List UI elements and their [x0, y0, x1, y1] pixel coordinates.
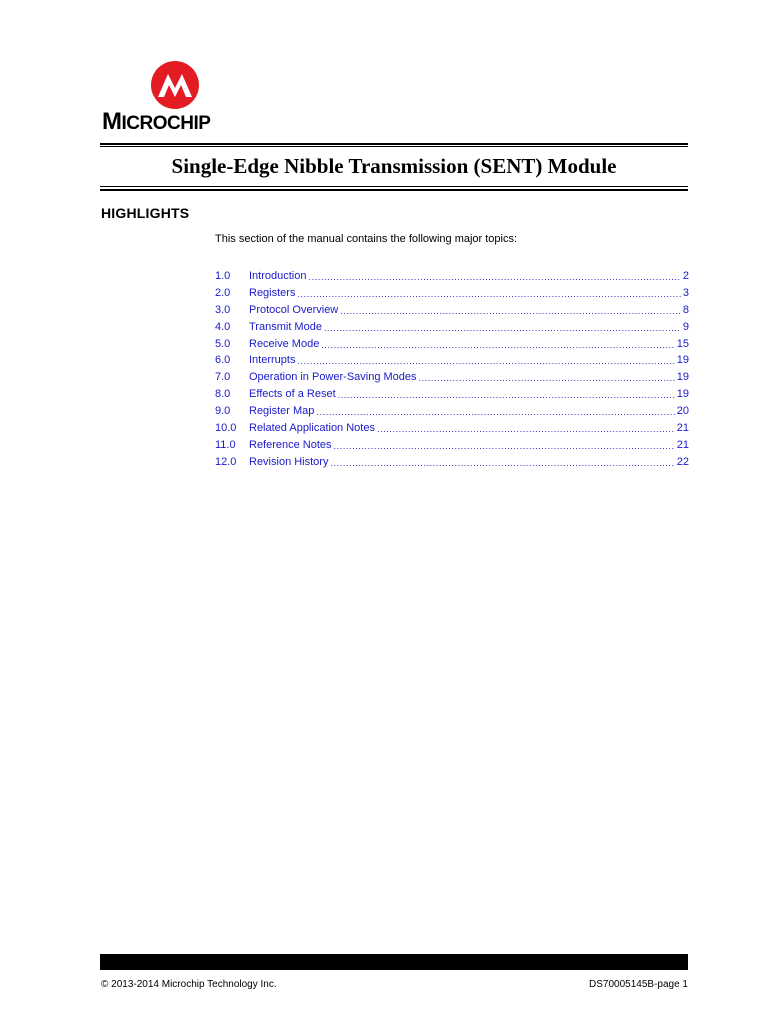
toc-page[interactable]: 19	[676, 388, 689, 401]
toc-title[interactable]: Operation in Power-Saving Modes	[249, 371, 417, 384]
toc-number: 7.0	[215, 371, 231, 384]
toc-item-interrupts[interactable]	[215, 354, 689, 371]
toc-number: 9.0	[215, 405, 231, 418]
table-of-contents	[215, 270, 689, 473]
toc-page[interactable]: 19	[676, 371, 689, 384]
toc-page[interactable]: 21	[676, 422, 689, 435]
toc-leader	[321, 339, 674, 351]
toc-page[interactable]: 20	[676, 405, 689, 418]
toc-page[interactable]: 22	[676, 455, 689, 468]
highlights-intro: This section of the manual contains the following major topics:	[215, 233, 518, 245]
toc-item-reference-notes[interactable]	[215, 439, 689, 456]
toc-item-transmit-mode[interactable]	[215, 321, 689, 338]
toc-title[interactable]: Revision History	[249, 455, 329, 468]
toc-page[interactable]: 21	[676, 438, 689, 451]
toc-number: 1.0	[215, 270, 231, 282]
toc-page[interactable]: 15	[676, 337, 689, 350]
toc-item-revision-history[interactable]	[215, 456, 689, 473]
toc-number: 6.0	[215, 354, 231, 367]
toc-item-register-map[interactable]	[215, 405, 689, 422]
toc-title[interactable]: Transmit Mode	[249, 320, 322, 333]
footer-page-number: DS70005145B-page 1	[589, 979, 688, 990]
toc-number: 12.0	[215, 455, 237, 468]
toc-item-protocol-overview[interactable]	[215, 304, 689, 321]
toc-item-power-saving[interactable]	[215, 371, 689, 388]
toc-leader	[324, 322, 681, 334]
toc-leader	[419, 372, 675, 384]
toc-title[interactable]: Registers	[249, 286, 296, 299]
toc-leader	[340, 305, 681, 317]
toc-leader	[377, 423, 675, 435]
footer-bar	[100, 954, 688, 970]
toc-page[interactable]: 9	[682, 320, 689, 333]
toc-item-related-app-notes[interactable]	[215, 422, 689, 439]
toc-title[interactable]: Related Application Notes	[249, 422, 375, 435]
toc-number: 4.0	[215, 320, 231, 333]
toc-page[interactable]: 2	[682, 270, 689, 282]
toc-number: 11.0	[215, 438, 236, 451]
toc-leader	[308, 271, 680, 283]
toc-number: 8.0	[215, 388, 231, 401]
toc-title[interactable]: Effects of a Reset	[249, 388, 336, 401]
toc-page[interactable]: 19	[676, 354, 689, 367]
footer-copyright: © 2013-2014 Microchip Technology Inc.	[101, 979, 277, 990]
toc-number: 3.0	[215, 303, 231, 316]
toc-leader	[316, 406, 674, 418]
toc-leader	[338, 389, 675, 401]
highlights-heading: HIGHLIGHTS	[101, 205, 190, 221]
toc-leader	[334, 440, 675, 452]
title-rule-bottom-thin	[100, 186, 688, 187]
title-rule-bottom	[100, 189, 688, 191]
toc-leader	[297, 355, 674, 367]
toc-item-effects-of-reset[interactable]	[215, 388, 689, 405]
toc-item-introduction[interactable]	[215, 270, 689, 287]
toc-title[interactable]: Register Map	[249, 405, 315, 418]
title-rule-top	[100, 143, 688, 145]
toc-title[interactable]: Reference Notes	[249, 438, 332, 451]
toc-number: 2.0	[215, 286, 231, 299]
toc-leader	[330, 457, 674, 469]
toc-page[interactable]: 3	[682, 286, 689, 299]
toc-title[interactable]: Interrupts	[249, 354, 296, 367]
toc-item-receive-mode[interactable]	[215, 338, 689, 355]
toc-item-registers[interactable]	[215, 287, 689, 304]
microchip-wordmark: MICROCHIP	[102, 108, 211, 135]
toc-title[interactable]: Introduction	[249, 270, 307, 282]
title-rule-top-thin	[100, 146, 688, 147]
toc-number: 10.0	[215, 422, 237, 435]
page-title: Single-Edge Nibble Transmission (SENT) Module	[171, 154, 617, 178]
microchip-logo-icon	[150, 60, 200, 110]
toc-page[interactable]: 8	[682, 303, 689, 316]
toc-title[interactable]: Receive Mode	[249, 337, 320, 350]
microchip-logo	[100, 58, 250, 138]
toc-number: 5.0	[215, 337, 231, 350]
toc-leader	[297, 288, 680, 300]
toc-title[interactable]: Protocol Overview	[249, 303, 339, 316]
